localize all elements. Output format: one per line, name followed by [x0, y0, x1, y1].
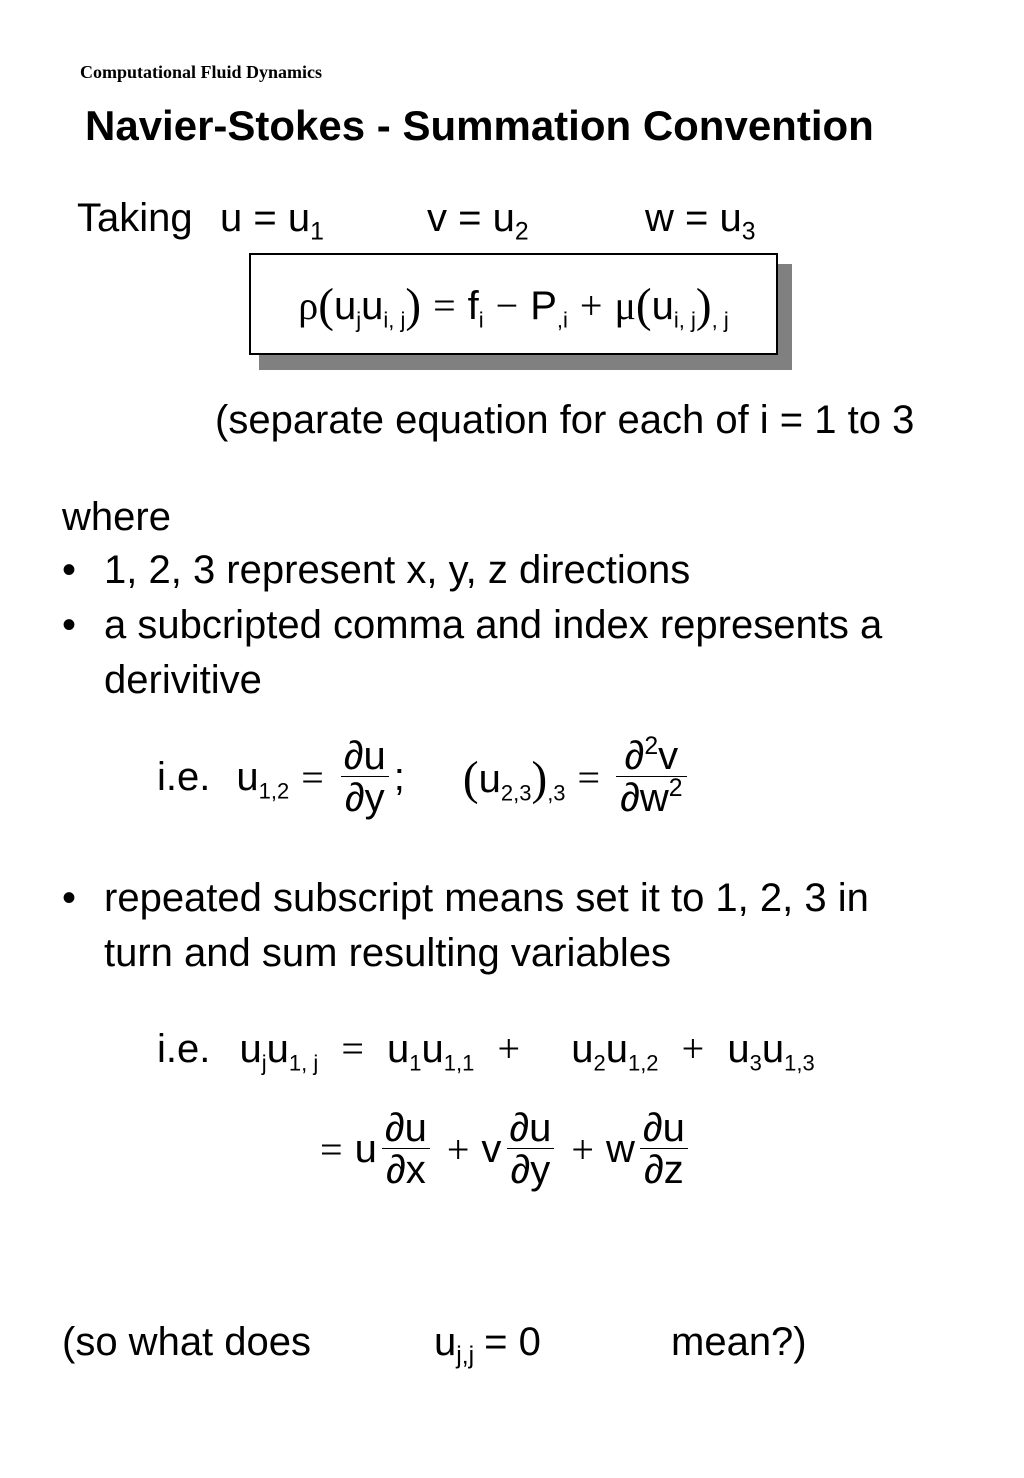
- question-start: (so what does: [62, 1320, 312, 1364]
- u-ij: u: [361, 284, 384, 328]
- u-ij-sub: i, j: [383, 307, 406, 333]
- u-def-text: u = u: [220, 196, 311, 240]
- continuity-expression: [434, 1320, 541, 1370]
- plus-sign-1: +: [497, 1026, 521, 1071]
- equals-sign: =: [341, 1026, 364, 1071]
- t2b-sub: 1,2: [627, 1050, 659, 1076]
- outer-sub: ,3: [547, 780, 566, 806]
- equals-sign: =: [320, 1126, 343, 1172]
- w-def-text: w = u: [645, 196, 742, 240]
- equation-box: [249, 253, 778, 355]
- exponent: 2: [668, 774, 683, 802]
- bullet-dot: •: [62, 876, 77, 920]
- u-j-sub: j: [356, 307, 362, 333]
- bullet-text: 1, 2, 3 represent x, y, z directions: [104, 548, 691, 592]
- coef-w: w: [605, 1126, 635, 1171]
- p-sub: ,i: [556, 307, 568, 333]
- lhs: [239, 1027, 319, 1076]
- lhs-u1: u: [239, 1027, 262, 1071]
- equals-sign: =: [433, 283, 456, 328]
- lhs-u2-sub: 1, j: [288, 1050, 319, 1076]
- partial-fraction-du-dz: [639, 1105, 689, 1192]
- bullet-item-3: [62, 876, 869, 921]
- bullet-text: a subcripted comma and index represents a: [104, 603, 883, 647]
- v-def-sub: 2: [514, 218, 529, 246]
- numerator: ∂u: [642, 1105, 685, 1150]
- bullet-item-1: [62, 548, 691, 593]
- ie-label: i.e.: [157, 754, 211, 799]
- u-12: [236, 754, 290, 803]
- denominator: ∂x: [382, 1148, 430, 1191]
- left-paren: (: [462, 753, 479, 806]
- plus-sign-2: +: [681, 1026, 705, 1071]
- u-definition: [220, 196, 324, 246]
- equals-sign-2: =: [577, 754, 601, 800]
- rho-symbol: ρ: [298, 283, 319, 328]
- summation-example-line-2: [320, 1094, 693, 1204]
- t1a: u: [387, 1027, 410, 1071]
- p-term: P: [530, 284, 557, 328]
- denominator: ∂y: [341, 776, 389, 819]
- t3b: u: [761, 1027, 785, 1071]
- left-paren-2: (: [635, 280, 652, 333]
- bullet-dot: •: [62, 548, 77, 592]
- right-paren: ): [405, 280, 422, 333]
- partial-symbol: ∂: [624, 733, 645, 778]
- plus-sign: +: [579, 283, 603, 328]
- u-jj-sub: j,j: [456, 1342, 475, 1370]
- coef-u: u: [354, 1126, 377, 1171]
- slide-title: Navier-Stokes - Summation Convention: [85, 102, 874, 149]
- plus-sign-3: +: [446, 1126, 470, 1172]
- f-term: f: [467, 284, 479, 328]
- second-derivative-fraction: [616, 732, 686, 820]
- header-label: Computational Fluid Dynamics: [80, 62, 323, 82]
- bullet-item-2: [62, 603, 883, 648]
- right-paren: ): [531, 753, 548, 806]
- bullet-item-3-cont: [104, 931, 671, 976]
- mu-symbol: μ: [614, 283, 636, 328]
- numerator: ∂u: [509, 1105, 552, 1150]
- t3a: u: [727, 1027, 750, 1071]
- u-ij-2: u: [651, 284, 674, 328]
- w-definition: [645, 196, 756, 246]
- exponent: 2: [644, 732, 659, 760]
- partial-fraction-du-dx: [381, 1105, 431, 1192]
- summation-example-line-1: [157, 1025, 815, 1076]
- u-12-sub: 1,2: [258, 777, 290, 803]
- lhs-u1-sub: j: [261, 1050, 267, 1076]
- t1a-sub: 1: [409, 1050, 422, 1076]
- w-def-sub: 3: [741, 218, 756, 246]
- left-paren: (: [318, 280, 334, 333]
- denominator: [616, 776, 686, 819]
- u-jj: u: [434, 1320, 457, 1364]
- numerator: ∂u: [384, 1105, 427, 1150]
- v-def-text: v = u: [427, 196, 515, 240]
- u-23-base: u: [478, 757, 501, 801]
- v-var: v: [658, 733, 679, 778]
- u-def-sub: 1: [310, 218, 324, 246]
- bullet-item-2-cont: [104, 658, 262, 703]
- coef-v: v: [481, 1126, 502, 1171]
- bullet-text: derivitive: [104, 658, 262, 702]
- t1b-sub: 1,1: [443, 1050, 475, 1076]
- t3b-sub: 1,3: [784, 1050, 815, 1076]
- partial-w: ∂w: [620, 775, 669, 820]
- u-12-base: u: [236, 754, 259, 799]
- u-ij-2-sub: i, j: [673, 307, 696, 333]
- denominator: ∂z: [640, 1148, 688, 1191]
- t3a-sub: 3: [749, 1050, 762, 1076]
- t2b: u: [605, 1027, 628, 1071]
- navier-stokes-equation: [251, 277, 776, 331]
- minus-sign: −: [495, 283, 519, 328]
- partial-fraction-du-dy: [505, 1105, 555, 1192]
- right-paren-2: ): [695, 280, 712, 333]
- lhs-u2: u: [266, 1027, 289, 1071]
- v-definition: [427, 196, 529, 246]
- taking-intro: Taking: [77, 196, 193, 240]
- f-sub: i: [478, 307, 484, 333]
- semicolon: ;: [393, 754, 405, 799]
- where-label: where: [62, 495, 171, 539]
- ie-label: i.e.: [157, 1027, 211, 1071]
- t2a-sub: 2: [593, 1050, 606, 1076]
- term-1: [387, 1027, 475, 1076]
- question-end: mean?): [671, 1320, 807, 1364]
- plus-sign-4: +: [571, 1126, 594, 1172]
- bullet-text: turn and sum resulting variables: [104, 931, 671, 975]
- bullet-dot: •: [62, 603, 77, 647]
- partial-fraction-du-dy: [340, 733, 390, 820]
- separate-equation-note: (separate equation for each of i = 1 to 3: [215, 398, 915, 442]
- outer-sub: , j: [711, 307, 729, 333]
- numerator: ∂u: [343, 733, 386, 778]
- numerator: [621, 732, 683, 778]
- u-23-sub: 2,3: [500, 780, 532, 806]
- equals-sign: =: [301, 754, 324, 800]
- nested-derivative: [463, 750, 566, 804]
- t2a: u: [571, 1027, 594, 1071]
- bullet-text: repeated subscript means set it to 1, 2, 3 in: [104, 876, 869, 920]
- denominator: ∂y: [507, 1148, 555, 1191]
- t1b: u: [421, 1027, 444, 1071]
- u-j: u: [333, 284, 357, 328]
- term-2: [571, 1027, 659, 1076]
- term-3: [727, 1027, 815, 1076]
- equals-zero: = 0: [484, 1320, 541, 1364]
- derivative-example: [157, 722, 691, 832]
